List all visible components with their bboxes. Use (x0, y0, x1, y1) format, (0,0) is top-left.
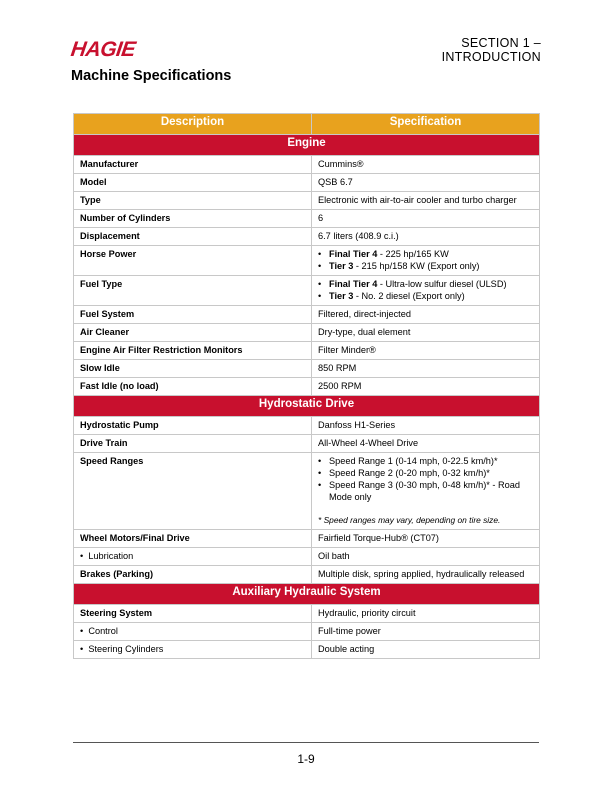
bullet-icon: • (80, 626, 89, 636)
bold-term: Tier 3 (329, 261, 354, 271)
hagie-logo: HAGIE (69, 38, 137, 61)
row-value: All-Wheel 4-Wheel Drive (312, 435, 540, 453)
item-text: Steering Cylinders (88, 644, 164, 654)
item-text: - Ultra-low sulfur diesel (ULSD) (377, 279, 507, 289)
row-value: Filtered, direct-injected (312, 306, 540, 324)
section-title-hydrostatic-drive: Hydrostatic Drive (74, 396, 540, 417)
row-value: 6 (312, 210, 540, 228)
bullet-icon: • (318, 279, 322, 289)
table-row (74, 174, 540, 192)
speed-footnote: * Speed ranges may vary, depending on tire size. (318, 515, 501, 525)
item-text: Speed Range 1 (0-14 mph, 0-22.5 km/h)* (329, 456, 498, 466)
row-value: 6.7 liters (408.9 c.i.) (312, 228, 540, 246)
table-row (74, 566, 540, 584)
item-text: Control (88, 626, 118, 636)
row-label: Model (74, 174, 312, 192)
row-value: Cummins® (312, 156, 540, 174)
row-label: Type (74, 192, 312, 210)
table-row (74, 228, 540, 246)
list-item (318, 290, 533, 302)
row-value: Electronic with air-to-air cooler and turbo charger (312, 192, 540, 210)
row-label: Fuel System (74, 306, 312, 324)
section-row-hydrostatic-drive (74, 396, 540, 417)
specifications-table (73, 113, 540, 659)
row-label: Number of Cylinders (74, 210, 312, 228)
table-row (74, 605, 540, 623)
page-number: 1-9 (297, 752, 315, 766)
row-label (74, 623, 312, 641)
table-row (74, 360, 540, 378)
row-label: Speed Ranges (74, 453, 312, 530)
row-value: Multiple disk, spring applied, hydraulically released (312, 566, 540, 584)
table-row (74, 246, 540, 276)
row-value: Fairfield Torque-Hub® (CT07) (312, 530, 540, 548)
section-row-auxiliary-hydraulic (74, 584, 540, 605)
row-label: Drive Train (74, 435, 312, 453)
section-name: INTRODUCTION (441, 50, 541, 64)
bullet-icon: • (80, 644, 89, 654)
table-header-row (74, 114, 540, 135)
list-item (318, 467, 533, 479)
item-text: Speed Range 2 (0-20 mph, 0-32 km/h)* (329, 468, 490, 478)
row-label: Brakes (Parking) (74, 566, 312, 584)
table-row (74, 156, 540, 174)
section-row-engine (74, 135, 540, 156)
row-label: Horse Power (74, 246, 312, 276)
bullet-icon: • (318, 456, 322, 466)
bold-term: Final Tier 4 (329, 249, 378, 259)
list-item (318, 278, 533, 290)
bullet-icon: • (318, 249, 322, 259)
bold-term: Final Tier 4 (329, 279, 378, 289)
row-value: Oil bath (312, 548, 540, 566)
row-label: Displacement (74, 228, 312, 246)
bullet-icon: • (80, 551, 89, 561)
list-item (318, 260, 533, 272)
list-item (318, 248, 533, 260)
bullet-list (318, 278, 533, 302)
item-text: Speed Range 3 (0-30 mph, 0-48 km/h)* - Road Mode only (329, 480, 520, 502)
row-label (74, 641, 312, 659)
row-value (312, 453, 540, 530)
row-label: Fuel Type (74, 276, 312, 306)
row-value: QSB 6.7 (312, 174, 540, 192)
table-row (74, 342, 540, 360)
bullet-icon: • (318, 480, 322, 490)
row-label: Air Cleaner (74, 324, 312, 342)
table-row (74, 417, 540, 435)
row-label: Slow Idle (74, 360, 312, 378)
table-row (74, 530, 540, 548)
item-text: - 225 hp/165 KW (377, 249, 449, 259)
row-label: Steering System (74, 605, 312, 623)
list-item (318, 479, 533, 503)
table-row (74, 210, 540, 228)
table-row (74, 453, 540, 530)
row-value: Dry-type, dual element (312, 324, 540, 342)
bullet-icon: • (318, 468, 322, 478)
row-label: Hydrostatic Pump (74, 417, 312, 435)
section-title-auxiliary-hydraulic: Auxiliary Hydraulic System (74, 584, 540, 605)
table-row (74, 641, 540, 659)
bold-term: Tier 3 (329, 291, 354, 301)
row-value (312, 246, 540, 276)
bullet-icon: • (318, 261, 322, 271)
item-text: - No. 2 diesel (Export only) (353, 291, 465, 301)
row-value (312, 276, 540, 306)
row-value: Full-time power (312, 623, 540, 641)
table-row (74, 378, 540, 396)
table-row (74, 324, 540, 342)
row-value: 850 RPM (312, 360, 540, 378)
column-header-specification: Specification (312, 114, 540, 135)
table-row (74, 435, 540, 453)
page-title: Machine Specifications (71, 68, 232, 84)
row-label: Fast Idle (no load) (74, 378, 312, 396)
row-label: Engine Air Filter Restriction Monitors (74, 342, 312, 360)
item-text: - 215 hp/158 KW (Export only) (353, 261, 480, 271)
column-header-description: Description (74, 114, 312, 135)
list-item (318, 455, 533, 467)
row-value: 2500 RPM (312, 378, 540, 396)
bullet-icon: • (318, 291, 322, 301)
bullet-list (318, 455, 533, 503)
table-row (74, 623, 540, 641)
footer-divider (73, 742, 539, 743)
table-row (74, 548, 540, 566)
table-row (74, 192, 540, 210)
row-value: Filter Minder® (312, 342, 540, 360)
table-row (74, 306, 540, 324)
row-label: Wheel Motors/Final Drive (74, 530, 312, 548)
section-heading (442, 36, 541, 64)
row-value: Danfoss H1-Series (312, 417, 540, 435)
row-label (74, 548, 312, 566)
section-title-engine: Engine (74, 135, 540, 156)
row-label: Manufacturer (74, 156, 312, 174)
bullet-list (318, 248, 533, 272)
section-number: SECTION 1 – (461, 36, 541, 50)
row-value: Hydraulic, priority circuit (312, 605, 540, 623)
table-row (74, 276, 540, 306)
row-value: Double acting (312, 641, 540, 659)
item-text: Lubrication (88, 551, 134, 561)
